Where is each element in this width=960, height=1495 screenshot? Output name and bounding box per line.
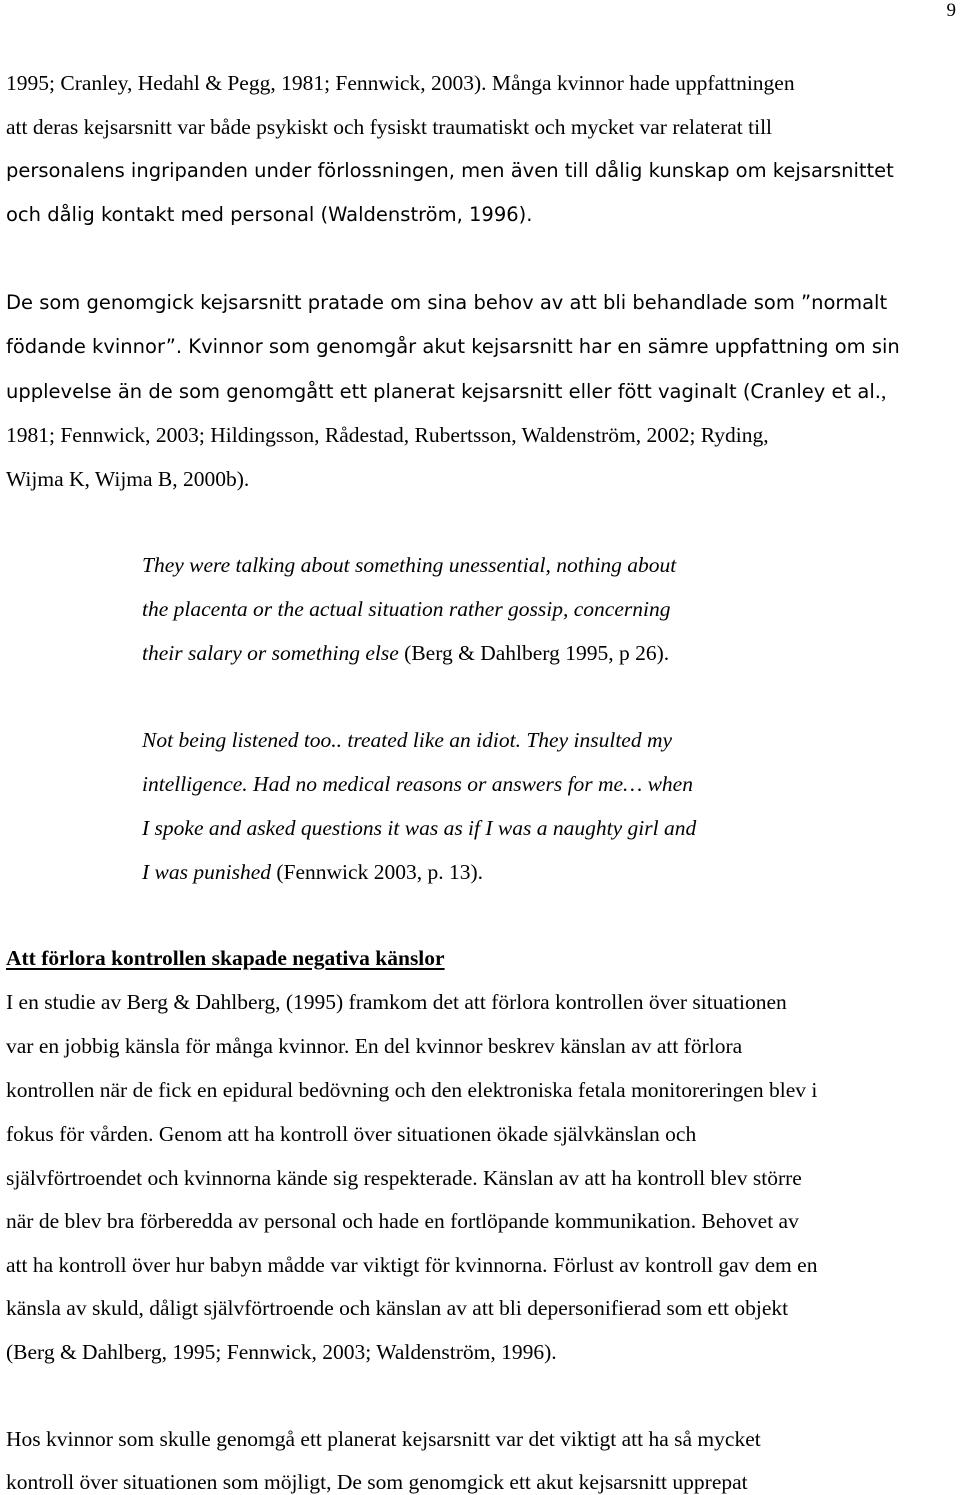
quote-2-line-1: Not being listened too.. treated like an idiot. They insulted my [142, 728, 673, 752]
text-span: personalens ingripanden under förlossningen, men även till [6, 159, 595, 182]
paragraph-1-line-1 [6, 70, 795, 96]
text-span: självförtroendet och kvinnorna kände sig respekterade. [6, 1166, 484, 1190]
text-span: upplevelse än de som genomgått ett planerat kejsarsnitt eller fött vaginalt (Cranley et al. [6, 380, 881, 403]
quote-2-line-2: intelligence. Had no medical reasons or answers for me… when [142, 772, 693, 796]
text-span: när de blev bra förberedda av personal och hade en fortlöpande kommunikation. [6, 1209, 702, 1233]
paragraph-4-line-2: kontroll över situationen som möjligt, De som genomgick ett akut kejsarsnitt upprepat [6, 1470, 748, 1494]
quote-2-line-4 [142, 859, 483, 885]
paragraph-2-line-2 [6, 334, 900, 360]
paragraph-3-line-2 [6, 1033, 742, 1059]
paragraph-1-line-4: och dålig kontakt med personal (Waldenström, 1996). [6, 203, 533, 226]
paragraph-1-line-3 [6, 158, 894, 184]
quote-2-line-3: I spoke and asked questions it was as if I was a naughty girl and [142, 816, 697, 840]
quote-1-line-3 [142, 640, 669, 666]
text-span: En del kvinnor beskrev känslan av att förlora [354, 1034, 743, 1058]
citation: (Fennwick 2003, p. 13). [271, 860, 483, 884]
citation: (Berg & Dahlberg 1995, p 26). [398, 641, 670, 665]
text-span: Många kvinnor hade uppfattningen [491, 71, 795, 95]
paragraph-2-line-5: Wijma K, Wijma B, 2000b). [6, 467, 250, 491]
paragraph-1-line-2: att deras kejsarsnitt var både psykiskt och fysiskt traumatiskt och mycket var relaterat till [6, 115, 773, 139]
text-span: Känslan av att ha kontroll blev större [483, 1166, 802, 1190]
text-span: I was punished [142, 860, 271, 884]
paragraph-2-line-1: De som genomgick kejsarsnitt pratade om sina behov av att bli behandlade som ”normalt [6, 291, 888, 314]
text-span: var en jobbig känsla för många kvinnor. [6, 1034, 355, 1058]
text-span: fokus för vården. [6, 1122, 159, 1146]
paragraph-3-line-6 [6, 1208, 799, 1234]
paragraph-2-line-3 [6, 378, 886, 405]
paragraph-2-line-4: 1981; Fennwick, 2003; Hildingsson, Rådestad, Rubertsson, Waldenström, 2002; Ryding, [6, 423, 769, 447]
paragraph-3-line-1: I en studie av Berg & Dahlberg, (1995) framkom det att förlora kontrollen över situationen [6, 990, 787, 1014]
paragraph-3-line-9: (Berg & Dahlberg, 1995; Fennwick, 2003; Waldenström, 1996). [6, 1340, 557, 1364]
text-span: Genom att ha kontroll över situationen ökade självkänslan och [158, 1122, 697, 1146]
paragraph-3-line-8: känsla av skuld, dåligt självförtroende och känslan av att bli depersonifierad som ett objekt [6, 1296, 789, 1320]
text-span: att ha kontroll över hur babyn mådde var viktigt för kvinnorna. [6, 1253, 553, 1277]
paragraph-4-line-1: Hos kvinnor som skulle genomgå ett planerat kejsarsnitt var det viktigt att ha så mycket [6, 1427, 761, 1451]
text-span: Förlust av kontroll gav dem en [552, 1253, 818, 1277]
page-number: 9 [946, 0, 956, 21]
text-span: Behovet av [701, 1209, 799, 1233]
text-span: , [880, 379, 887, 403]
text-span: Kvinnor som genomgår akut kejsarsnitt har en sämre uppfattning om sin [188, 335, 900, 358]
quote-1-line-1: They were talking about something unessential, nothing about [142, 553, 677, 577]
paragraph-3-line-7 [6, 1252, 817, 1278]
text-span: dålig kunskap om kejsarsnittet [594, 159, 894, 182]
section-heading: Att förlora kontrollen skapade negativa känslor [6, 946, 445, 970]
paragraph-3-line-3: kontrollen när de fick en epidural bedövning och den elektroniska fetala monitoreringen blev i [6, 1078, 818, 1102]
text-span: their salary or something else [142, 641, 399, 665]
text-span: födande kvinnor”. [6, 335, 189, 358]
paragraph-3-line-5 [6, 1165, 802, 1191]
paragraph-3-line-4 [6, 1121, 696, 1147]
text-span: 1995; Cranley, Hedahl & Pegg, 1981; Fennwick, 2003). [6, 71, 492, 95]
quote-1-line-2: the placenta or the actual situation rather gossip, concerning [142, 597, 671, 621]
